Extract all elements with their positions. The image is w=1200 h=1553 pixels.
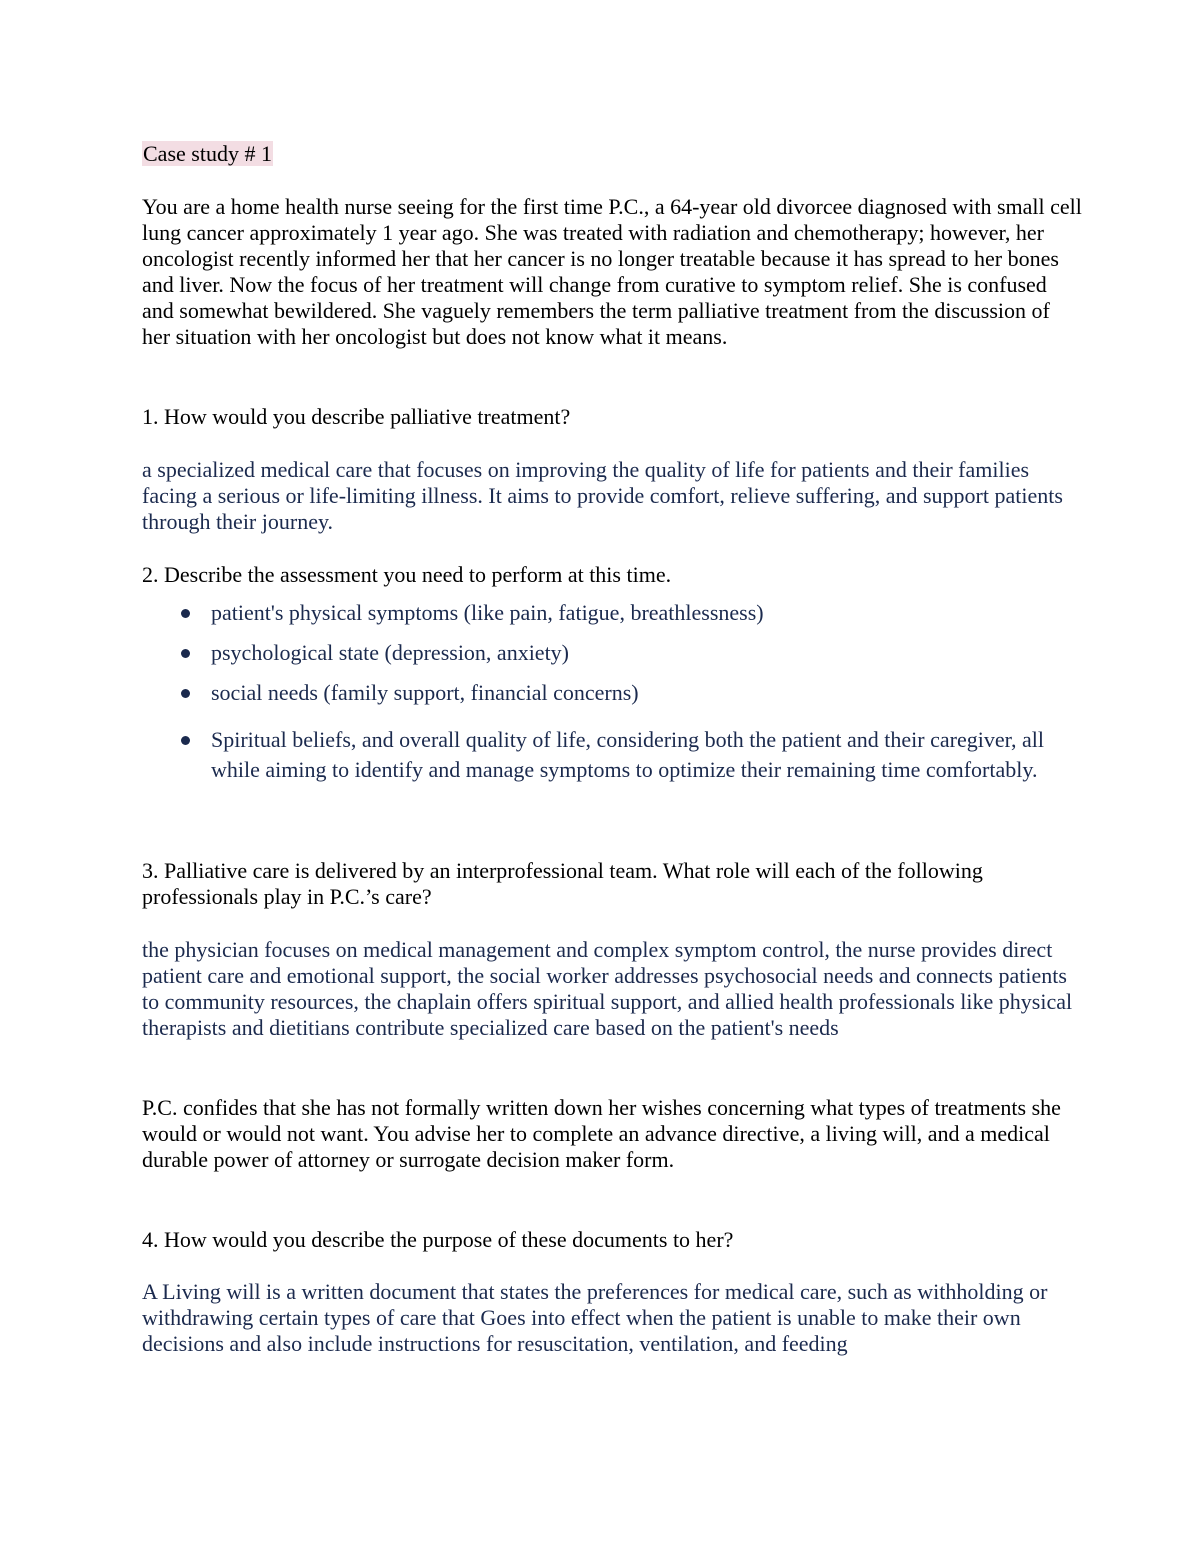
case-title: Case study # 1: [143, 141, 272, 166]
case-title-line: [142, 141, 1082, 167]
list-item: Spiritual beliefs, and overall quality of life, considering both the patient and their caregiver, all while aiming to identify and manage symptoms to optimize their remaining time comfortably.: [142, 725, 1072, 785]
list-item: social needs (family support, financial concerns): [142, 678, 1072, 708]
question-1: 1. How would you describe palliative treatment?: [142, 404, 571, 429]
question-2: 2. Describe the assessment you need to perform at this time.: [142, 562, 672, 587]
context-paragraph: P.C. confides that she has not formally written down her wishes concerning what types of treatments she would or would not want. You advise her to complete an advance directive, a living will, and a medical durable power of attorney or surrogate decision maker form.: [142, 1095, 1061, 1172]
question-4: 4. How would you describe the purpose of these documents to her?: [142, 1227, 734, 1252]
bullet-icon: [181, 736, 190, 745]
bullet-icon: [181, 609, 190, 618]
answer-3: the physician focuses on medical management and complex symptom control, the nurse provides direct patient care and emotional support, the social worker addresses psychosocial needs and connects patients to community resources, the chaplain offers spiritual support, and allied health professionals like physical therapists and dietitians contribute specialized care based on the patient's needs: [142, 937, 1073, 1040]
bullet-icon: [181, 689, 190, 698]
list-item: psychological state (depression, anxiety): [142, 638, 1072, 668]
assessment-list: [142, 598, 1072, 785]
question-3: 3. Palliative care is delivered by an interprofessional team. What role will each of the following professionals play in P.C.’s care?: [142, 858, 983, 909]
case-intro: You are a home health nurse seeing for the first time P.C., a 64-year old divorcee diagnosed with small cell lung cancer approximately 1 year ago. She was treated with radiation and chemotherapy; however, her oncologist recently informed her that her cancer is no longer treatable because it has spread to her bones and liver. Now the focus of her treatment will change from curative to symptom relief. She is confused and somewhat bewildered. She vaguely remembers the term palliative treatment from the discussion of her situation with her oncologist but does not know what it means.: [142, 194, 1082, 349]
answer-1: a specialized medical care that focuses on improving the quality of life for patients and their families facing a serious or life-limiting illness. It aims to provide comfort, relieve suffering, and support patients through their journey.: [142, 457, 1063, 534]
list-item: patient's physical symptoms (like pain, fatigue, breathlessness): [142, 598, 1072, 628]
answer-4: A Living will is a written document that states the preferences for medical care, such as withholding or withdrawing certain types of care that Goes into effect when the patient is unable to make their own decisions and also include instructions for resuscitation, ventilation, and feeding: [142, 1279, 1048, 1356]
bullet-icon: [181, 649, 190, 658]
